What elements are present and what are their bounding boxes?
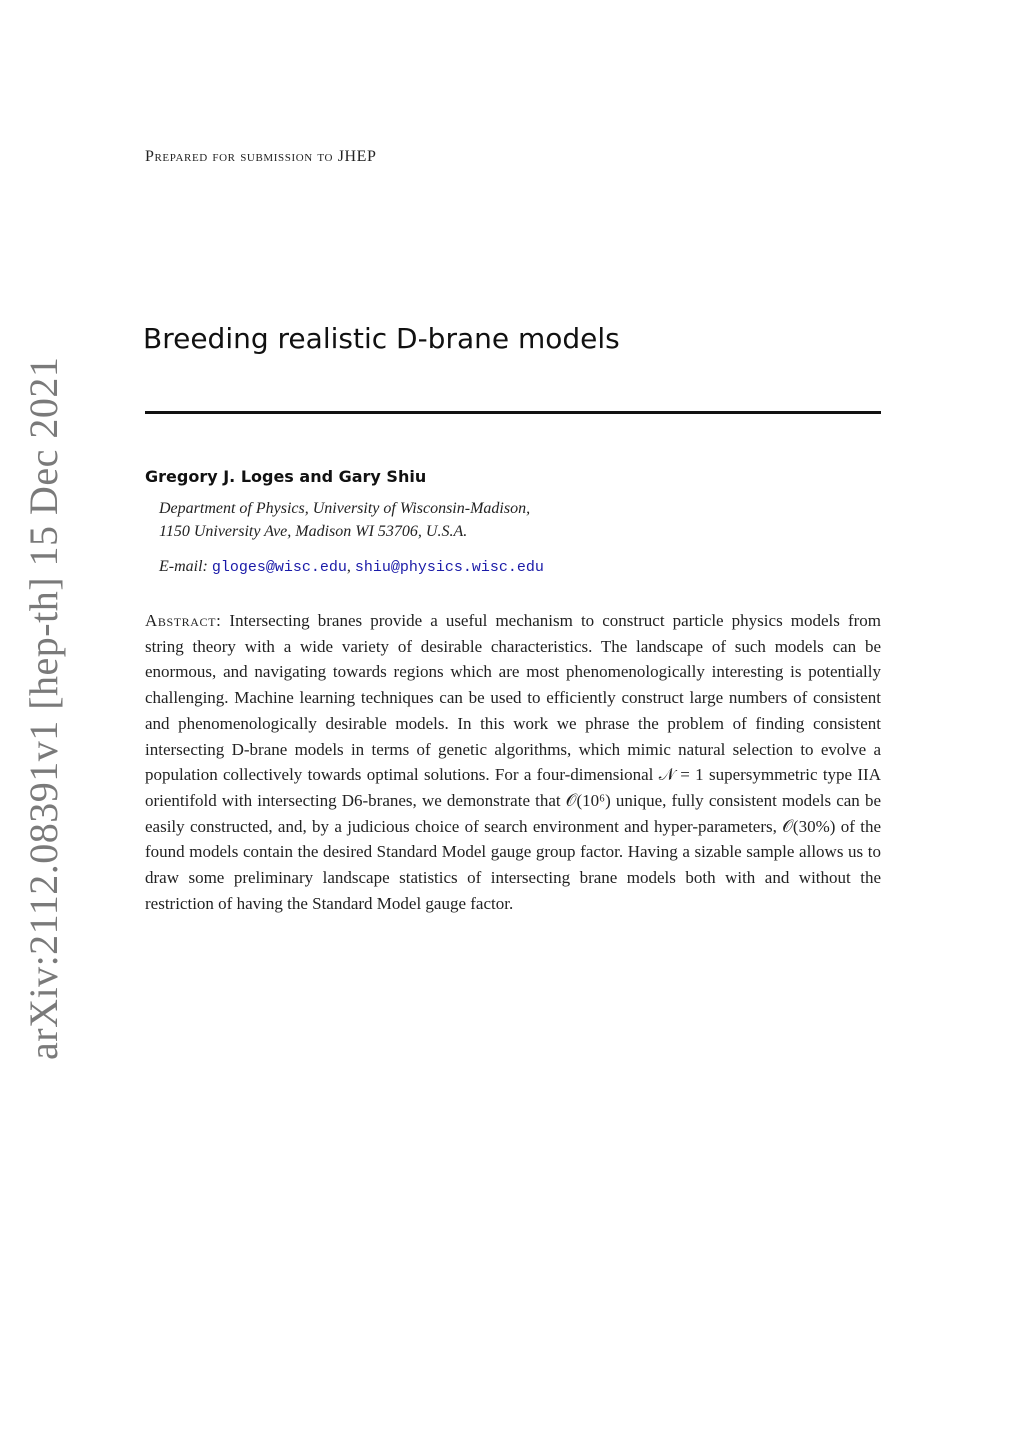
abstract-text: Intersecting branes provide a useful mechanism to construct particle physics models from string theory with a wide variety of desirable characteristics. The landscape of such models can be enormous, and navigating towards regions which are most phenomenologically interesting is potentially challenging. Machine learning techniques can be used to efficiently construct large numbers of consistent and phenomenologically desirable models. In this work we phrase the problem of finding consistent intersecting D-brane models in terms of genetic algorithms, which mimic natural selection to evolve a population collectively towards optimal solutions. For a four-dimensional 𝒩 = 1 supersymmetric type IIA orientifold with intersecting D6-branes, we demonstrate that 𝒪(10⁶) unique, fully consistent models can be easily constructed, and, by a judicious choice of search environment and hyper-parameters, 𝒪(30%) of the found models contain the desired Standard Model gauge group factor. Having a sizable sample allows us to draw some preliminary landscape statistics of intersecting brane models both with and without the restriction of having the Standard Model gauge factor. bbox=[145, 611, 881, 913]
abstract-label: Abstract: bbox=[145, 611, 222, 630]
affiliation-line-1: Department of Physics, University of Wisconsin-Madison, bbox=[159, 500, 531, 517]
paper-title: Breeding realistic D-brane models bbox=[143, 322, 620, 355]
arxiv-identifier: arXiv:2112.08391v1 [hep-th] 15 Dec 2021 bbox=[21, 356, 66, 1060]
email-link-shiu[interactable]: shiu@physics.wisc.edu bbox=[354, 559, 544, 576]
abstract bbox=[145, 608, 881, 916]
affiliation-line-2: 1150 University Ave, Madison WI 53706, U.S.A. bbox=[159, 523, 468, 540]
title-divider bbox=[145, 411, 881, 414]
author-list: Gregory J. Loges and Gary Shiu bbox=[145, 467, 427, 486]
email-label: E-mail: bbox=[159, 558, 208, 575]
email-line bbox=[159, 558, 544, 576]
submission-note: Prepared for submission to JHEP bbox=[145, 148, 377, 165]
email-link-loges[interactable]: gloges@wisc.edu bbox=[211, 559, 347, 576]
email-separator: , bbox=[346, 558, 351, 575]
